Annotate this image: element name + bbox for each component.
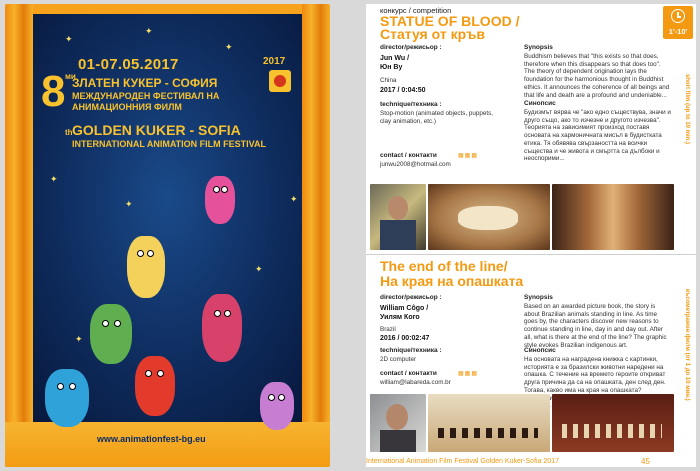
film2-synopsis-bg-label: Синопсис [524,347,556,354]
star-icon: ✦ [65,34,73,44]
duration-label: 1'-10' [668,27,688,36]
film1-director-en: Jun Wu / [380,55,410,62]
film2-contact-label: contact / контакти [380,370,437,377]
film2-country: Brazil [380,326,396,333]
catalogue-page [366,4,696,467]
director-photo-william-cogo [370,394,426,452]
film2-director-bg: Уилям Кого [380,314,420,321]
film2-contact: william@labareda.com.br [380,379,451,386]
film1-synopsis-en: Buddhism believes that "this exists so that does, therefore when this disappears so that does too". The theory of dependent origination lays the foundation for the harmonious thought in Buddhist ethics. It announces the coherence of all beings and that life and death are a profound and undeniable... [524,53,670,99]
film1-technique-label: technique/техника : [380,101,442,108]
poster-title-en: GOLDEN KUKER - SOFIA [72,122,241,138]
film2-synopsis-en: Based on an awarded picture book, the story is about Brazilian animals standing in line. As time goes by, the characters discover new reasons to continue standing in line, day in and day out. After all, what is there at the end of the line? The graphic style evokes Brazilian indigenous art. [524,303,667,349]
festival-logo [269,70,291,92]
film2-title-bg: На края на опашката [380,273,524,289]
edition-suffix-en: th [65,128,73,137]
director-photo-jun-wu [370,184,426,250]
film2-technique: 2D computer [380,356,417,363]
cartoon-character [127,236,165,298]
film2-synopsis-bg: На основата на наградена книжка с картинки, историята е за бразилски животни наредени на опашка. С течение на времето героите откриват друга причина да са на опашката, ден след ден. Тогава, какво има на края на опашката? [524,356,666,394]
star-icon: ✦ [290,194,298,204]
film2-still-2 [552,394,674,452]
cartoon-character [205,176,235,224]
section-kicker: конкурс / competition [380,6,452,15]
film2-director-en: William Côgo / [380,305,429,312]
poster-url: www.animationfest-bg.eu [97,434,206,444]
film1-contact: junwu2008@hotmail.com [380,161,451,168]
film1-synopsis-bg-label: Синопсис [524,100,556,107]
film1-still-2 [552,184,674,250]
cartoon-character [202,294,242,362]
film1-synopsis-bg: Будизмът вярва че "ако едно съществува, значи и друго също, ако то изчезне и другото изчезва". Теорията на зависимият произход поставя основата на хармоничната мисъл в будистката етика. Тя обявява свързаността на всички същества и че живота и смъртта са дълбоки и неоспорими... [524,109,671,163]
film1-synopsis-label: Synopsis [524,44,553,51]
contact-icons: ▦▦▦ [458,153,479,159]
curtain-right [302,4,330,467]
edition-number: 8 [41,67,66,116]
star-icon: ✦ [125,199,133,209]
page-footer: International Animation Film Festival Golden Kuker-Sofia 2017 [366,458,559,465]
poster-subtitle-en: INTERNATIONAL ANIMATION FILM FESTIVAL [72,139,266,149]
film2-synopsis-label: Synopsis [524,294,553,301]
film2-title-en: The end of the line/ [380,258,508,274]
star-icon: ✦ [145,26,153,36]
film1-country: China [380,77,397,84]
star-icon: ✦ [225,42,233,52]
poster-title-bg: ЗЛАТЕН КУКЕР - СОФИЯ [72,76,218,90]
poster-dates: 01-07.05.2017 [78,56,179,73]
side-label-short-film-bg: късометражен филм (от 1 до 10 мин.) [684,289,690,401]
film2-still-1 [428,394,550,452]
side-label-short-film: short film (up to 10 min.) [684,74,690,144]
page-number: 45 [641,457,650,466]
cartoon-character [135,356,175,416]
film1-title-en: STATUE OF BLOOD / [380,13,520,29]
cartoon-character [90,304,132,364]
edition-suffix-bg: ми [65,72,76,81]
contact-icons: ▦▦▦ [458,371,479,377]
star-icon: ✦ [50,174,58,184]
poster-year: 2017 [263,56,286,67]
film2-technique-label: technique/техника : [380,347,442,354]
film1-contact-label: contact / контакти [380,152,437,159]
film1-director-bg: Юн Ву [380,64,403,71]
festival-poster [5,4,330,467]
film2-director-label: director/режисьор : [380,294,442,301]
duration-badge [663,6,693,39]
film1-still-1 [428,184,550,250]
film1-year-duration: 2017 / 0:04:50 [380,87,426,94]
film1-technique: Stop-motion (animated objects, puppets, clay animation, etc.) [380,110,494,125]
poster-subtitle-bg: МЕЖДУНАРОДЕН ФЕСТИВАЛ НА АНИМАЦИОННИЯ ФИЛМ [72,91,220,112]
cartoon-character [260,382,294,430]
section-divider [366,254,696,255]
star-icon: ✦ [75,334,83,344]
film1-director-label: director/режисьор : [380,44,442,51]
film1-title-bg: Статуя от кръв [380,26,485,42]
film2-year-duration: 2016 / 00:02:47 [380,335,430,342]
curtain-left [5,4,33,467]
star-icon: ✦ [255,264,263,274]
cartoon-character [45,369,89,427]
